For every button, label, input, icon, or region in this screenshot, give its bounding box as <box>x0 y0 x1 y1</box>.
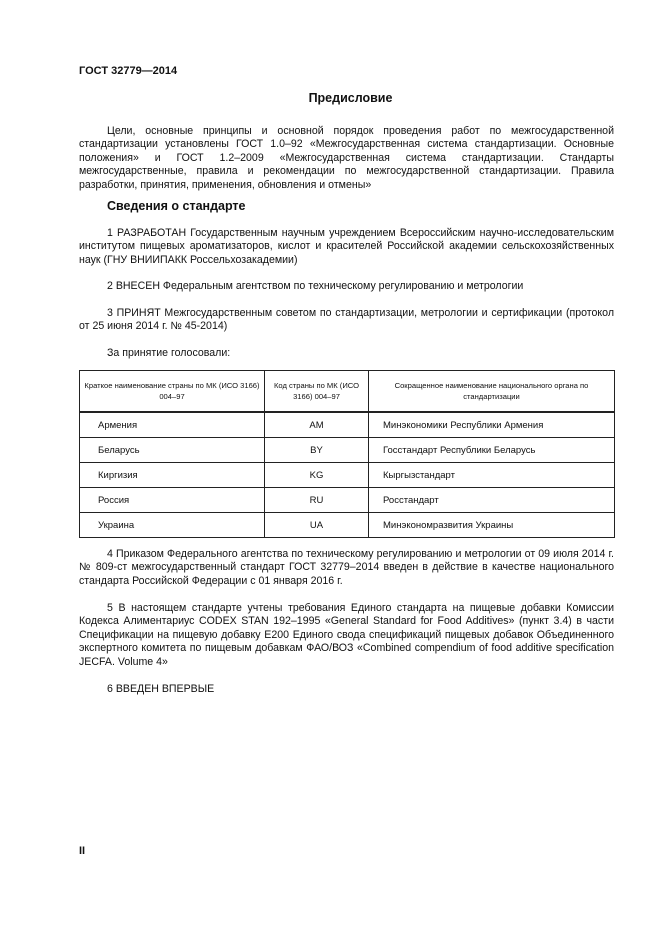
country-code-cell: KG <box>265 463 369 488</box>
country-code-cell: UA <box>265 513 369 538</box>
country-code-cell: BY <box>265 438 369 463</box>
standards-body-cell: Минэкономики Республики Армения <box>369 412 615 438</box>
country-cell: Беларусь <box>80 438 265 463</box>
standards-body-cell: Минэкономразвития Украины <box>369 513 615 538</box>
table-row <box>80 488 615 513</box>
page-number: II <box>79 845 86 857</box>
standard-info-title: Сведения о стандарте <box>107 199 246 213</box>
voting-countries-table <box>79 370 615 538</box>
country-cell: Россия <box>80 488 265 513</box>
standards-body-cell: Кыргызстандарт <box>369 463 615 488</box>
item-4-order: 4 Приказом Федерального агентства по техническому регулированию и метрологии от 09 июля 2014 г. № 809-ст межгосударственный стандарт ГОСТ 32779–2014 введен в действие в качестве национального стандарта Российской Федерации с 01 января 2016 г. <box>79 548 614 587</box>
header-standards-body: Сокращенное наименование национального органа по стандартизации <box>369 371 615 413</box>
voted-label: За принятие голосовали: <box>107 347 231 359</box>
item-3-adopted-by: 3 ПРИНЯТ Межгосударственным советом по стандартизации, метрологии и сертификации (протокол от 25 июня 2014 г. № 45-2014) <box>79 307 614 333</box>
country-code-cell: RU <box>265 488 369 513</box>
standards-body-cell: Госстандарт Республики Беларусь <box>369 438 615 463</box>
header-country-code: Код страны по МК (ИСО 3166) 004–97 <box>265 371 369 413</box>
country-cell: Украина <box>80 513 265 538</box>
table-row <box>80 463 615 488</box>
preface-intro-paragraph: Цели, основные принципы и основной порядок проведения работ по межгосударственной стандартизации установлены ГОСТ 1.0–92 «Межгосударственная система стандартизации. Основные положения» и ГОСТ 1.2–2009 «Межгосударственная система стандартизации. Стандарты межгосударственные, правила и рекомендации по межгосударственной стандартизации. Правила разработки, принятия, применения, обновления и отмены» <box>79 125 614 191</box>
country-code-cell: AM <box>265 412 369 438</box>
standards-body-cell: Росстандарт <box>369 488 615 513</box>
item-1-developed-by: 1 РАЗРАБОТАН Государственным научным учреждением Всероссийским научно-исследовательским институтом пищевых ароматизаторов, кислот и красителей Российской академии сельскохозяйственных наук (ГНУ ВНИИПАКК Россельхозакадемии) <box>79 227 614 266</box>
table-header-row <box>80 371 615 413</box>
table-row <box>80 513 615 538</box>
table-row <box>80 438 615 463</box>
preface-title: Предисловие <box>308 91 393 105</box>
table-row <box>80 412 615 438</box>
item-5-codex-requirements: 5 В настоящем стандарте учтены требования Единого стандарта на пищевые добавки Комиссии Кодекса Алиментариус CODEX STAN 192–1995 «General Standard for Food Additives» (пункт 3.4) в части Спецификации на пищевую добавку Е200 Единого свода спецификаций пищевых добавок Объединенного экспертного комитета по пищевым добавкам ФАО/ВОЗ «Combined compendium of food additive specification JECFA. Volume 4» <box>79 602 614 668</box>
country-cell: Киргизия <box>80 463 265 488</box>
header-country-name: Краткое наименование страны по МК (ИСО 3166) 004–97 <box>80 371 265 413</box>
country-cell: Армения <box>80 412 265 438</box>
item-6-first-introduced: 6 ВВЕДЕН ВПЕРВЫЕ <box>107 683 215 695</box>
document-code-header: ГОСТ 32779—2014 <box>79 65 178 77</box>
item-2-submitted-by: 2 ВНЕСЕН Федеральным агентством по техническому регулированию и метрологии <box>107 280 524 292</box>
